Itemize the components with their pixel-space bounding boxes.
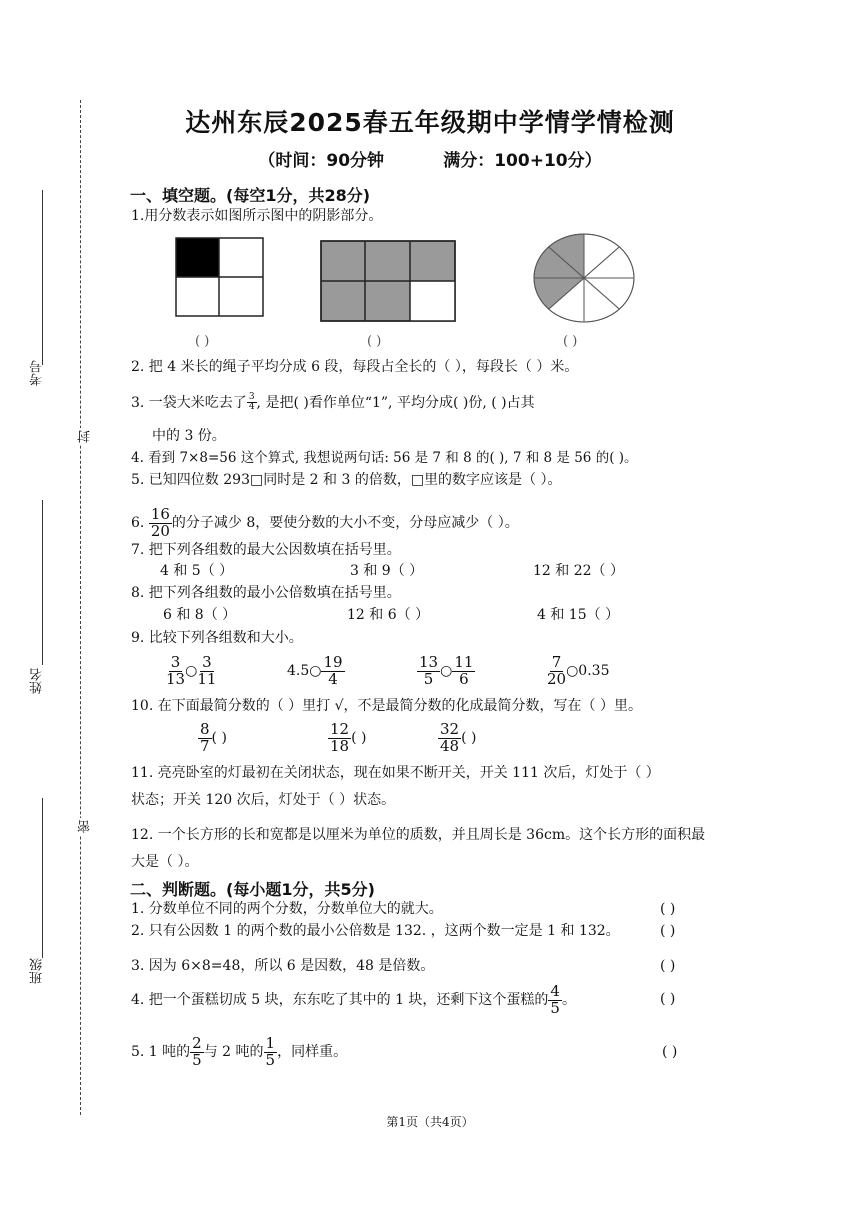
- frac-num: 3: [202, 652, 212, 671]
- q8-item-3: 4 和 15（ ）: [537, 607, 620, 623]
- q6-number: 6.: [131, 515, 145, 531]
- section1-heading: 一、填空题。(每空1分，共28分): [130, 186, 371, 205]
- q11-text-b: 状态；开关 120 次后，灯处于（ ）状态。: [131, 792, 396, 808]
- frac-num: 4: [550, 981, 560, 1000]
- q6-fraction: [149, 504, 172, 540]
- answer-blank[interactable]: ( ): [211, 730, 227, 746]
- judge-4-end: 。: [561, 992, 576, 1008]
- q4-text: 4. 看到 7×8=56 这个算式, 我想说两句话: 56 是 7 和 8 的( ), 7 和 8 是 56 的( )。: [131, 450, 638, 466]
- q9-text: 9. 比较下列各组数和大小。: [131, 630, 303, 646]
- page-subtitle: （时间：90分钟 满分：100+10分）: [258, 151, 602, 171]
- judge-1-blank[interactable]: ( ): [660, 901, 676, 917]
- q2-text: 2. 把 4 米长的绳子平均分成 6 段，每段占全长的（ ），每段长（ ）米。: [131, 359, 579, 375]
- frac-num: 3: [170, 652, 181, 671]
- compare-circle[interactable]: ○: [185, 663, 198, 679]
- q6-line: [131, 505, 519, 541]
- name-line: [42, 500, 43, 665]
- q9-item-4: [547, 651, 609, 691]
- judge-5-blank[interactable]: ( ): [662, 1044, 678, 1060]
- judge-2-text: 2. 只有公因数 1 的两个数的最小公倍数是 132. ，这两个数一定是 1 和 132。: [131, 923, 620, 939]
- frac-num: 1: [265, 1033, 276, 1052]
- q8-text: 8. 把下列各组数的最小公倍数填在括号里。: [131, 585, 401, 601]
- frac-den: 5: [192, 1050, 202, 1069]
- shaded-cell: [176, 238, 219, 277]
- frac-num: 7: [551, 652, 562, 671]
- frac-den: 18: [330, 736, 350, 755]
- q1-blank-3[interactable]: ( ): [563, 334, 578, 349]
- q1-figure-square: [175, 237, 265, 317]
- q7-item-3: 12 和 22（ ）: [533, 563, 624, 579]
- judge-5-text-c: ，同样重。: [277, 1044, 348, 1060]
- judge-2-blank[interactable]: ( ): [660, 923, 676, 939]
- q8-item-1: 6 和 8（ ）: [163, 607, 237, 623]
- compare-left: 4.5○: [287, 663, 322, 679]
- section2-heading: 二、判断题。(每小题1分，共5分): [130, 880, 375, 899]
- frac-den: 5: [265, 1050, 276, 1069]
- q10-text: 10. 在下面最简分数的（ ）里打 √，不是最简分数的化成最简分数，写在（ ）里。: [131, 698, 642, 714]
- frac-den: 7: [200, 736, 210, 755]
- frac-den: 11: [197, 669, 217, 688]
- q8-item-2: 12 和 6（ ）: [347, 607, 430, 623]
- q11-text-a: 11. 亮亮卧室的灯最初在关闭状态，现在如果不断开关，开关 111 次后，灯处于（ ）: [131, 765, 660, 781]
- q9-item-2: [287, 651, 345, 691]
- q7-item-2: 3 和 9（ ）: [350, 563, 424, 579]
- q9-item-1: [166, 651, 216, 691]
- judge-4-text: 4. 把一个蛋糕切成 5 块，东东吃了其中的 1 块，还剩下这个蛋糕的: [131, 992, 549, 1008]
- seal-label: 封: [78, 430, 93, 443]
- secret-label: 密: [78, 820, 93, 833]
- frac-num: 32: [440, 719, 460, 738]
- q5-text: 5. 已知四位数 293□同时是 2 和 3 的倍数，□里的数字应该是（ ）。: [131, 472, 562, 488]
- judge-4-blank[interactable]: ( ): [660, 991, 676, 1007]
- q9-item-3: [417, 651, 475, 691]
- frac-num: 2: [192, 1033, 202, 1052]
- frac-den: 6: [459, 669, 469, 688]
- q6-frac-den: 20: [150, 521, 170, 540]
- frac-num: 13: [419, 652, 439, 671]
- q3-text-a: 3. 一袋大米吃去了: [131, 394, 247, 411]
- q7-item-1: 4 和 5（ ）: [160, 563, 234, 579]
- q1-blank-2[interactable]: ( ): [367, 334, 382, 349]
- q12-text-a: 12. 一个长方形的长和宽都是以厘米为单位的质数，并且周长是 36cm。这个长方形的面积最: [131, 827, 706, 843]
- page-title: 达州东辰2025春五年级期中学情学情检测: [185, 108, 675, 137]
- unshaded-cell: [410, 281, 455, 321]
- frac-den: 5: [550, 998, 560, 1017]
- frac-num: 12: [330, 719, 350, 738]
- exam-no-label: 考号: [30, 360, 45, 386]
- q6-frac-num: 16: [150, 504, 170, 523]
- frac-den: 4: [328, 669, 338, 688]
- q3-fraction: [247, 393, 257, 413]
- q10-item-2: [328, 720, 366, 756]
- exam-no-line: [42, 190, 43, 365]
- q1-blank-1[interactable]: ( ): [195, 334, 210, 349]
- answer-blank[interactable]: ( ): [351, 730, 367, 746]
- q3-frac-den: 4: [248, 402, 255, 413]
- page-footer: 第1页（共4页）: [386, 1115, 474, 1129]
- name-label: 姓名: [30, 668, 45, 694]
- q7-text: 7. 把下列各组数的最大公因数填在括号里。: [131, 542, 401, 558]
- q3-text-b: , 是把( )看作单位“1”, 平均分成( )份, ( )占其: [256, 394, 535, 411]
- binding-dashed-line: [80, 100, 81, 1115]
- frac-num: 11: [454, 652, 474, 671]
- frac-den: 20: [547, 669, 567, 688]
- q1-text: 1.用分数表示如图所示图中的阴影部分。: [131, 208, 383, 224]
- frac-den: 48: [440, 736, 460, 755]
- q3-text-c: 中的 3 份。: [152, 428, 226, 444]
- judge-5-text-a: 5. 1 吨的: [131, 1044, 191, 1060]
- q3-frac-num: 3: [248, 392, 255, 402]
- frac-num: 8: [200, 719, 210, 738]
- q3-line: [131, 393, 535, 413]
- frac-num: 19: [323, 652, 343, 671]
- judge-5-text-b: 与 2 吨的: [203, 1044, 264, 1060]
- q12-text-b: 大是（ ）。: [131, 854, 199, 870]
- frac-den: 5: [423, 669, 434, 688]
- q10-item-1: [198, 720, 227, 756]
- class-line: [42, 798, 43, 958]
- q6-text: 的分子减少 8，要使分数的大小不变，分母应减少（ ）。: [171, 515, 519, 531]
- judge-1-text: 1. 分数单位不同的两个分数，分数单位大的就大。: [131, 901, 443, 917]
- compare-right: ○0.35: [566, 663, 610, 679]
- class-label: 班级: [30, 958, 45, 984]
- judge-3-blank[interactable]: ( ): [660, 958, 676, 974]
- judge-4-line: [131, 980, 576, 1020]
- judge-5-line: [131, 1032, 347, 1072]
- q1-figure-circle: [532, 232, 636, 324]
- frac-den: 13: [166, 669, 186, 688]
- judge-3-text: 3. 因为 6×8=48，所以 6 是因数，48 是倍数。: [131, 958, 435, 974]
- q1-figure-rectangle: [320, 240, 456, 322]
- compare-circle[interactable]: ○: [440, 663, 453, 679]
- q10-item-3: [438, 720, 476, 756]
- answer-blank[interactable]: ( ): [461, 730, 477, 746]
